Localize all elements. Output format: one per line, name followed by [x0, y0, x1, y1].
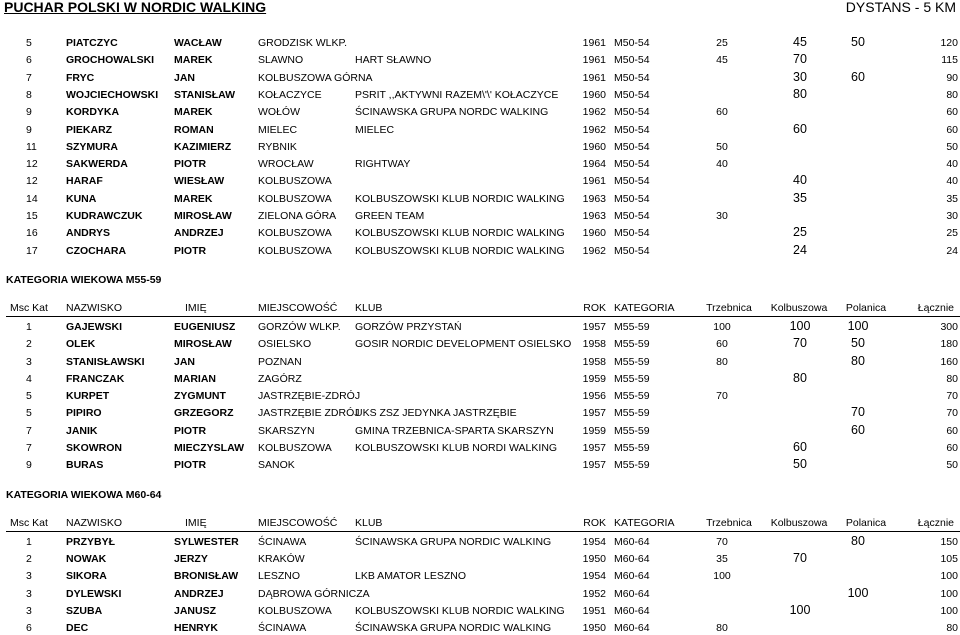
place: 1 — [26, 320, 32, 333]
column-header: MIEJSCOWOŚĆ — [258, 516, 338, 529]
year: 1960 — [582, 140, 606, 153]
club: HART SŁAWNO — [355, 54, 432, 67]
club: GOSIR NORDIC DEVELOPMENT OSIELSKO — [355, 338, 572, 351]
total-points: 80 — [946, 372, 958, 385]
column-header: IMIĘ — [185, 301, 207, 314]
place: 4 — [26, 372, 32, 385]
surname: KURPET — [66, 390, 110, 403]
trzebnica-points: 100 — [713, 320, 731, 333]
category: M55-59 — [614, 355, 650, 368]
trzebnica-points: 35 — [716, 552, 728, 565]
total-points: 50 — [946, 140, 958, 153]
place: 3 — [26, 355, 32, 368]
category: M50-54 — [614, 37, 650, 49]
column-header: Msc Kat — [10, 301, 48, 314]
trzebnica-points: 45 — [716, 54, 728, 67]
place: 12 — [26, 158, 38, 171]
kolbuszowa-points: 100 — [789, 602, 811, 617]
category: M50-54 — [614, 227, 650, 240]
first-name: WACŁAW — [174, 37, 222, 49]
year: 1958 — [582, 338, 606, 351]
club: ŚCINAWSKA GRUPA NORDIC WALKING — [355, 622, 552, 635]
total-points: 80 — [946, 622, 958, 635]
surname: SZUBA — [66, 604, 103, 617]
kolbuszowa-points: 25 — [793, 225, 807, 240]
first-name: ANDRZEJ — [174, 227, 224, 240]
total-points: 80 — [946, 88, 958, 101]
kolbuszowa-points: 70 — [793, 550, 807, 565]
town: SKARSZYN — [258, 424, 315, 437]
first-name: MAREK — [174, 54, 213, 67]
category: M60-64 — [614, 570, 650, 583]
kolbuszowa-points: 70 — [793, 336, 807, 351]
year: 1963 — [582, 210, 606, 222]
place: 3 — [26, 587, 32, 600]
surname: SIKORA — [66, 570, 107, 583]
town: ŚCINAWA — [258, 622, 307, 635]
surname: KUDRAWCZUK — [66, 210, 143, 222]
page-title: PUCHAR POLSKI W NORDIC WALKING — [4, 0, 267, 15]
place: 12 — [26, 175, 38, 188]
polanica-points: 80 — [851, 533, 865, 548]
club: GREEN TEAM — [355, 210, 425, 222]
category-title: KATEGORIA WIEKOWA M60-64 — [6, 488, 162, 501]
total-points: 60 — [946, 442, 958, 454]
club: GMINA TRZEBNICA-SPARTA SKARSZYN — [355, 424, 554, 437]
trzebnica-points: 100 — [713, 570, 731, 583]
town: SANOK — [258, 459, 295, 472]
place: 2 — [26, 338, 32, 351]
place: 3 — [26, 570, 32, 583]
place: 9 — [26, 106, 32, 119]
surname: DEC — [66, 622, 89, 635]
column-header: NAZWISKO — [66, 301, 123, 314]
first-name: WIESŁAW — [174, 175, 225, 188]
column-header: Łącznie — [917, 516, 954, 529]
surname: SZYMURA — [66, 140, 118, 153]
first-name: MAREK — [174, 106, 213, 119]
club: KOLBUSZOWSKI KLUB NORDIC WALKING — [355, 192, 565, 205]
surname: KUNA — [66, 192, 97, 205]
town: KOLBUSZOWA — [258, 604, 332, 617]
column-header: ROK — [583, 301, 606, 314]
category: M55-59 — [614, 407, 650, 420]
place: 7 — [26, 71, 32, 84]
club: PSRIT ,,AKTYWNI RAZEM\'\' KOŁACZYCE — [355, 88, 559, 101]
surname: NOWAK — [66, 552, 107, 565]
total-points: 40 — [946, 175, 958, 188]
polanica-points: 60 — [851, 69, 865, 84]
total-points: 60 — [946, 123, 958, 136]
town: KOLBUSZOWA — [258, 244, 332, 257]
category: M60-64 — [614, 535, 650, 548]
year: 1952 — [582, 587, 606, 600]
surname: FRYC — [66, 71, 95, 84]
first-name: JANUSZ — [174, 604, 217, 617]
first-name: MAREK — [174, 192, 213, 205]
trzebnica-points: 50 — [716, 140, 728, 153]
surname: JANIK — [66, 424, 98, 437]
town: KOLBUSZOWA GÓRNA — [258, 71, 373, 84]
place: 7 — [26, 442, 32, 454]
year: 1957 — [582, 459, 606, 472]
surname: STANISŁAWSKI — [66, 355, 145, 368]
first-name: JAN — [174, 71, 196, 84]
surname: BURAS — [66, 459, 104, 472]
kolbuszowa-points: 35 — [793, 190, 807, 205]
polanica-points: 100 — [847, 318, 869, 333]
page-header — [0, 0, 960, 20]
kolbuszowa-points: 80 — [793, 86, 807, 101]
polanica-points: 50 — [851, 35, 865, 49]
year: 1950 — [582, 552, 606, 565]
town: SLAWNO — [258, 54, 304, 67]
trzebnica-points: 60 — [716, 106, 728, 119]
total-points: 70 — [946, 390, 958, 403]
first-name: HENRYK — [174, 622, 218, 635]
town: KRAKÓW — [258, 552, 305, 565]
kolbuszowa-points: 40 — [793, 173, 807, 188]
surname: ANDRYS — [66, 227, 110, 240]
year: 1960 — [582, 88, 606, 101]
polanica-points: 50 — [851, 336, 865, 351]
header-rule — [6, 316, 960, 317]
year: 1959 — [582, 424, 606, 437]
category: M50-54 — [614, 106, 650, 119]
kolbuszowa-points: 24 — [793, 242, 807, 257]
column-header: ROK — [583, 516, 606, 529]
first-name: STANISŁAW — [174, 88, 236, 101]
first-name: ANDRZEJ — [174, 587, 224, 600]
club: KOLBUSZOWSKI KLUB NORDIC WALKING — [355, 604, 565, 617]
club: MIELEC — [355, 123, 395, 136]
surname: SAKWERDA — [66, 158, 128, 171]
first-name: ROMAN — [174, 123, 214, 136]
header-rule — [6, 531, 960, 532]
town: KOLBUSZOWA — [258, 175, 332, 188]
total-points: 70 — [946, 407, 958, 420]
category: M50-54 — [614, 123, 650, 136]
town: MIELEC — [258, 123, 298, 136]
first-name: JAN — [174, 355, 196, 368]
polanica-points: 80 — [851, 353, 865, 368]
total-points: 30 — [946, 210, 958, 222]
year: 1963 — [582, 192, 606, 205]
trzebnica-points: 80 — [716, 622, 728, 635]
year: 1961 — [582, 54, 606, 67]
surname: HARAF — [66, 175, 103, 188]
first-name: PIOTR — [174, 158, 207, 171]
category: M50-54 — [614, 158, 650, 171]
column-header: Kolbuszowa — [770, 301, 828, 314]
first-name: GRZEGORZ — [174, 407, 234, 420]
first-name: SYLWESTER — [174, 535, 239, 548]
category: M55-59 — [614, 459, 650, 472]
kolbuszowa-points: 50 — [793, 457, 807, 472]
column-header: Łącznie — [917, 301, 954, 314]
surname: PIATCZYC — [66, 37, 118, 49]
year: 1961 — [582, 175, 606, 188]
town: KOŁACZYCE — [258, 88, 322, 101]
category: M55-59 — [614, 320, 650, 333]
first-name: PIOTR — [174, 244, 207, 257]
category: M50-54 — [614, 88, 650, 101]
year: 1951 — [582, 604, 606, 617]
column-header: Polanica — [845, 301, 887, 314]
total-points: 100 — [940, 570, 958, 583]
total-points: 120 — [940, 37, 958, 49]
town: GRODZISK WLKP. — [258, 37, 348, 49]
club: ŚCINAWSKA GRUPA NORDC WALKING — [355, 106, 549, 119]
trzebnica-points: 40 — [716, 158, 728, 171]
column-header: KATEGORIA — [614, 516, 675, 529]
town: WROCŁAW — [258, 158, 314, 171]
year: 1950 — [582, 622, 606, 635]
column-header: Msc Kat — [10, 516, 48, 529]
category: M50-54 — [614, 192, 650, 205]
trzebnica-points: 80 — [716, 355, 728, 368]
total-points: 160 — [940, 355, 958, 368]
trzebnica-points: 30 — [716, 210, 728, 222]
category: M55-59 — [614, 424, 650, 437]
place: 3 — [26, 604, 32, 617]
place: 9 — [26, 123, 32, 136]
first-name: MIECZYSLAW — [174, 442, 244, 454]
trzebnica-points: 70 — [716, 535, 728, 548]
place: 16 — [26, 227, 38, 240]
surname: FRANCZAK — [66, 372, 125, 385]
year: 1954 — [582, 535, 606, 548]
town: ŚCINAWA — [258, 535, 307, 548]
column-header: Polanica — [845, 516, 887, 529]
town: KOLBUSZOWA — [258, 442, 332, 454]
column-header: KATEGORIA — [614, 301, 675, 314]
column-header: KLUB — [355, 301, 383, 314]
club: LKB AMATOR LESZNO — [355, 570, 467, 583]
category: M55-59 — [614, 338, 650, 351]
place: 5 — [26, 390, 32, 403]
town: KOLBUSZOWA — [258, 192, 332, 205]
total-points: 100 — [940, 587, 958, 600]
town: ZIELONA GÓRA — [258, 210, 337, 222]
year: 1958 — [582, 355, 606, 368]
first-name: MARIAN — [174, 372, 216, 385]
column-header: Trzebnica — [706, 301, 752, 314]
kolbuszowa-points: 70 — [793, 52, 807, 67]
first-name: EUGENIUSZ — [174, 320, 236, 333]
surname: CZOCHARA — [66, 244, 127, 257]
trzebnica-points: 25 — [716, 37, 728, 49]
total-points: 24 — [946, 244, 958, 257]
category-title: KATEGORIA WIEKOWA M55-59 — [6, 273, 162, 286]
total-points: 60 — [946, 106, 958, 119]
club: KOLBUSZOWSKI KLUB NORDIC WALKING — [355, 227, 565, 240]
category: M50-54 — [614, 210, 650, 222]
total-points: 35 — [946, 192, 958, 205]
town: ZAGÓRZ — [258, 372, 302, 385]
town: JASTRZĘBIE-ZDRÓJ — [258, 390, 361, 403]
year: 1957 — [582, 442, 606, 454]
category: M50-54 — [614, 175, 650, 188]
column-header: IMIĘ — [185, 516, 207, 529]
town: DĄBROWA GÓRNICZA — [258, 587, 370, 600]
club: KOLBUSZOWSKI KLUB NORDIC WALKING — [355, 244, 565, 257]
town: RYBNIK — [258, 140, 297, 153]
town: LESZNO — [258, 570, 301, 583]
surname: WOJCIECHOWSKI — [66, 88, 159, 101]
place: 9 — [26, 459, 32, 472]
first-name: MIROSŁAW — [174, 338, 232, 351]
category: M50-54 — [614, 54, 650, 67]
year: 1954 — [582, 570, 606, 583]
first-name: PIOTR — [174, 424, 207, 437]
surname: PIEKARZ — [66, 123, 113, 136]
total-points: 50 — [946, 459, 958, 472]
place: 7 — [26, 424, 32, 437]
total-points: 60 — [946, 424, 958, 437]
total-points: 25 — [946, 227, 958, 240]
surname: DYLEWSKI — [66, 587, 122, 600]
surname: OLEK — [66, 338, 96, 351]
first-name: JERZY — [174, 552, 208, 565]
total-points: 90 — [946, 71, 958, 84]
first-name: PIOTR — [174, 459, 207, 472]
surname: SKOWRON — [66, 442, 122, 454]
kolbuszowa-points: 100 — [789, 318, 811, 333]
town: WOŁÓW — [258, 106, 300, 119]
category: M50-54 — [614, 244, 650, 257]
category: M60-64 — [614, 587, 650, 600]
place: 11 — [26, 140, 37, 153]
kolbuszowa-points: 60 — [793, 121, 807, 136]
year: 1956 — [582, 390, 606, 403]
town: POZNAN — [258, 355, 302, 368]
column-header: MIEJSCOWOŚĆ — [258, 301, 338, 314]
year: 1957 — [582, 407, 606, 420]
total-points: 180 — [940, 338, 958, 351]
club: ŚCINAWSKA GRUPA NORDIC WALKING — [355, 535, 552, 548]
category: M60-64 — [614, 552, 650, 565]
club: RIGHTWAY — [355, 158, 411, 171]
town: KOLBUSZOWA — [258, 227, 332, 240]
column-header: Kolbuszowa — [770, 516, 828, 529]
place: 5 — [26, 37, 32, 49]
kolbuszowa-points: 45 — [793, 35, 807, 49]
total-points: 300 — [940, 320, 958, 333]
year: 1959 — [582, 372, 606, 385]
polanica-points: 100 — [847, 585, 869, 600]
surname: GROCHOWALSKI — [66, 54, 155, 67]
town: GORZÓW WLKP. — [258, 320, 341, 333]
category: M55-59 — [614, 442, 650, 454]
surname: GAJEWSKI — [66, 320, 123, 333]
place: 6 — [26, 622, 32, 635]
place: 6 — [26, 54, 32, 67]
category: M50-54 — [614, 140, 650, 153]
category: M50-54 — [614, 71, 650, 84]
total-points: 100 — [940, 604, 958, 617]
kolbuszowa-points: 60 — [793, 440, 807, 454]
place: 17 — [26, 244, 38, 257]
club: GORZÓW PRZYSTAŃ — [355, 320, 462, 333]
club: KOLBUSZOWSKI KLUB NORDI WALKING — [355, 442, 558, 454]
polanica-points: 70 — [851, 405, 865, 420]
distance-label: DYSTANS - 5 KM — [845, 0, 956, 15]
year: 1961 — [582, 37, 606, 49]
kolbuszowa-points: 30 — [793, 69, 807, 84]
place: 8 — [26, 88, 32, 101]
year: 1964 — [582, 158, 606, 171]
year: 1962 — [582, 244, 606, 257]
year: 1961 — [582, 71, 606, 84]
surname: PIPIRO — [66, 407, 102, 420]
first-name: ZYGMUNT — [174, 390, 226, 403]
first-name: MIROSŁAW — [174, 210, 232, 222]
surname: PRZYBYŁ — [66, 535, 116, 548]
kolbuszowa-points: 80 — [793, 370, 807, 385]
category: M55-59 — [614, 390, 650, 403]
place: 5 — [26, 407, 32, 420]
place: 2 — [26, 552, 32, 565]
place: 1 — [26, 535, 32, 548]
place: 14 — [26, 192, 38, 205]
total-points: 40 — [946, 158, 958, 171]
surname: KORDYKA — [66, 106, 120, 119]
year: 1962 — [582, 106, 606, 119]
trzebnica-points: 70 — [716, 390, 728, 403]
year: 1957 — [582, 320, 606, 333]
total-points: 150 — [940, 535, 958, 548]
year: 1960 — [582, 227, 606, 240]
column-header: KLUB — [355, 516, 383, 529]
total-points: 115 — [941, 54, 958, 67]
town: JASTRZĘBIE ZDRÓJ — [258, 407, 360, 420]
club: UKS ZSZ JEDYNKA JASTRZĘBIE — [355, 407, 517, 420]
column-header: NAZWISKO — [66, 516, 123, 529]
year: 1962 — [582, 123, 606, 136]
place: 15 — [26, 210, 38, 222]
town: OSIELSKO — [258, 338, 312, 351]
column-header: Trzebnica — [706, 516, 752, 529]
category: M55-59 — [614, 372, 650, 385]
first-name: BRONISŁAW — [174, 570, 239, 583]
category: M60-64 — [614, 604, 650, 617]
polanica-points: 60 — [851, 422, 865, 437]
first-name: KAZIMIERZ — [174, 140, 232, 153]
trzebnica-points: 60 — [716, 338, 728, 351]
category: M60-64 — [614, 622, 650, 635]
total-points: 105 — [940, 552, 958, 565]
